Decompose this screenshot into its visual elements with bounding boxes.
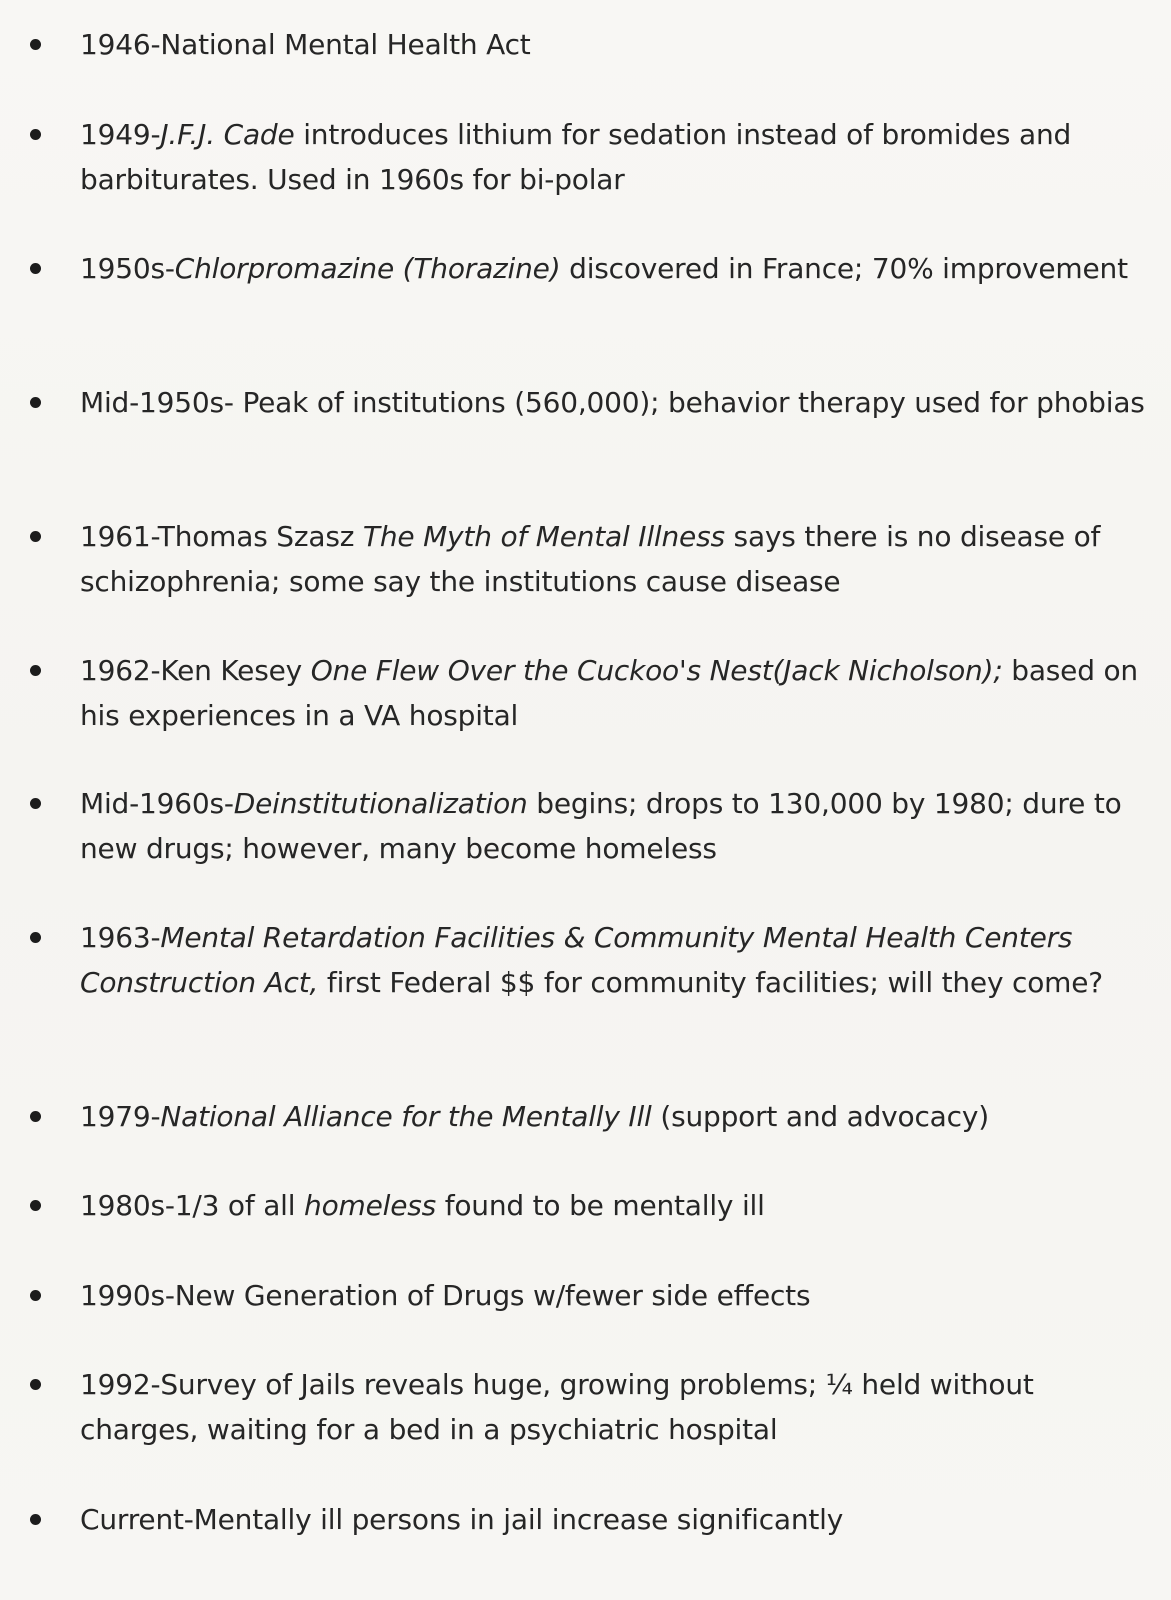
item-text-italic: National Alliance for the Mentally Ill xyxy=(160,1100,652,1133)
item-text-italic: One Flew Over the Cuckoo's Nest(Jack Nicholson); xyxy=(310,654,1003,687)
bullet-icon xyxy=(30,263,41,274)
item-text-part: 1963- xyxy=(80,921,161,954)
bullet-icon xyxy=(30,1111,41,1122)
item-text-part: based on his experiences in a VA hospital xyxy=(80,654,1138,732)
item-text xyxy=(80,1362,1155,1452)
item-text xyxy=(80,1497,1155,1542)
bullet-icon xyxy=(30,1379,41,1390)
item-text xyxy=(80,22,1155,67)
item-text xyxy=(80,112,1155,202)
item-text-italic: Chlorpromazine (Thorazine) xyxy=(174,252,561,285)
bullet-icon xyxy=(30,39,41,50)
bullet-icon xyxy=(30,531,41,542)
item-text-part: Mid-1960s- xyxy=(80,787,234,820)
item-text xyxy=(80,380,1155,425)
item-text-part: 1961-Thomas Szasz xyxy=(80,520,363,553)
bullet-icon xyxy=(30,1514,41,1525)
item-text-part: 1962-Ken Kesey xyxy=(80,654,311,687)
item-text-italic: The Myth of Mental Illness xyxy=(362,520,725,553)
item-text-part: begins; drops to 130,000 by 1980; dure to new drugs; however, many become homeless xyxy=(80,787,1122,865)
item-text-part: 1992-Survey of Jails reveals huge, growing problems; ¼ held without charges, waiting for a bed in a psychiatric hospital xyxy=(80,1368,1034,1446)
item-text-part: Current-Mentally ill persons in jail increase significantly xyxy=(80,1503,844,1536)
bullet-icon xyxy=(30,1200,41,1211)
item-text-part: 1990s-New Generation of Drugs w/fewer side effects xyxy=(80,1279,811,1312)
item-text-part: discovered in France; 70% improvement xyxy=(560,252,1128,285)
bullet-icon xyxy=(30,397,41,408)
item-text-part: found to be mentally ill xyxy=(436,1189,765,1222)
item-text-part: 1980s-1/3 of all xyxy=(80,1189,305,1222)
bullet-icon xyxy=(30,932,41,943)
item-text-part: says there is no disease of schizophrenia; some say the institutions cause disease xyxy=(80,520,1101,598)
bullet-icon xyxy=(30,665,41,676)
item-text-part: 1949- xyxy=(80,118,161,151)
item-text-part: Mid-1950s- Peak of institutions (560,000); behavior therapy used for phobias xyxy=(80,386,1145,419)
item-text-italic: homeless xyxy=(304,1189,436,1222)
item-text-part: 1946-National Mental Health Act xyxy=(80,28,531,61)
item-text-part: 1950s- xyxy=(80,252,175,285)
item-text-part: first Federal $$ for community facilities; will they come? xyxy=(318,966,1103,999)
item-text-italic: J.F.J. Cade xyxy=(160,118,295,151)
bullet-icon xyxy=(30,798,41,809)
item-text-part: (support and advocacy) xyxy=(651,1100,989,1133)
item-text xyxy=(80,648,1155,738)
item-text-italic: Deinstitutionalization xyxy=(233,787,528,820)
item-text xyxy=(80,246,1155,291)
bullet-icon xyxy=(30,1290,41,1301)
item-text xyxy=(80,1273,1155,1318)
item-text-italic: Mental Retardation Facilities & Community Mental Health Centers Construction Act, xyxy=(80,921,1073,999)
item-text xyxy=(80,1183,1155,1228)
item-text xyxy=(80,514,1155,604)
item-text xyxy=(80,781,1155,871)
item-text-part: 1979- xyxy=(80,1100,161,1133)
item-text-part: introduces lithium for sedation instead of bromides and barbiturates. Used in 1960s for bi-polar xyxy=(80,118,1072,196)
item-text xyxy=(80,915,1155,1005)
bullet-icon xyxy=(30,129,41,140)
item-text xyxy=(80,1094,1155,1139)
